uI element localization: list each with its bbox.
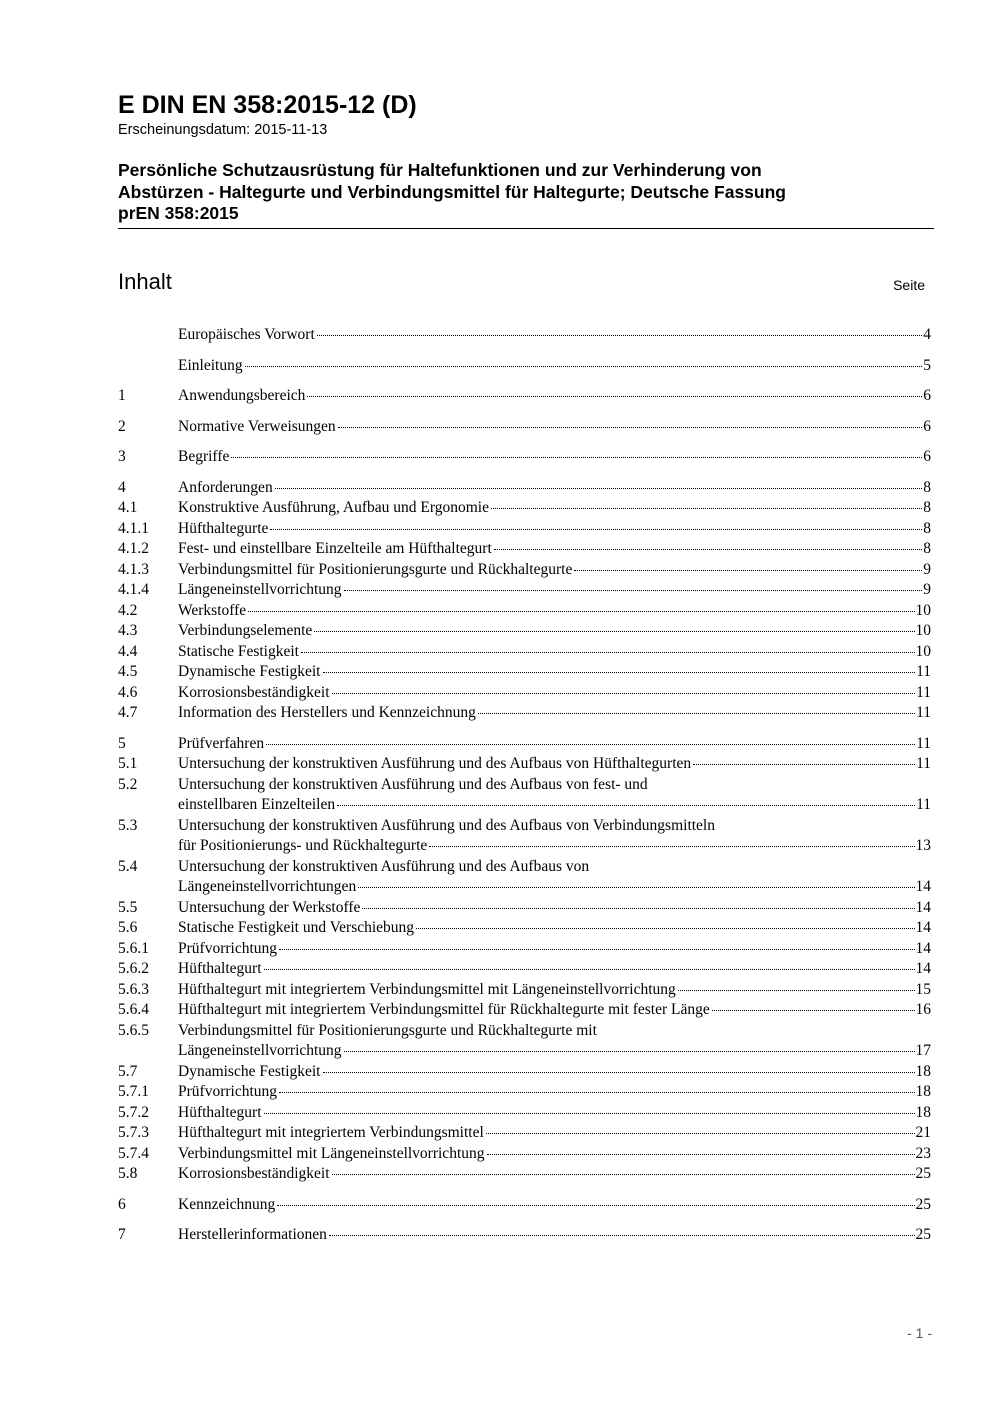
toc-entry[interactable] <box>118 478 931 499</box>
dot-leader <box>344 590 923 591</box>
toc-entry-title: Herstellerinformationen <box>178 1226 327 1243</box>
dot-leader <box>416 928 914 929</box>
dot-leader <box>264 1113 915 1114</box>
toc-entry-title: Anwendungsbereich <box>178 387 306 404</box>
toc-entry-page: 25 <box>915 1195 931 1213</box>
toc-entry[interactable] <box>118 1144 931 1165</box>
toc-entry-number: 5 <box>118 734 126 752</box>
toc-entry-page: 21 <box>915 1124 931 1141</box>
toc-entry-number: 4.1.1 <box>118 519 149 537</box>
toc-entry-title: Prüfvorrichtung <box>178 1083 278 1100</box>
dot-leader <box>337 805 915 806</box>
toc-entry-title: Dynamische Festigkeit <box>178 663 321 680</box>
table-of-contents <box>118 325 931 1246</box>
dot-leader <box>301 652 915 653</box>
toc-entry-title: für Positionierungs- und Rückhaltegurte <box>178 837 428 854</box>
dot-leader <box>270 529 922 530</box>
toc-entry-page: 17 <box>915 1042 931 1059</box>
toc-entry-title: Verbindungsmittel für Positionierungsgurte und Rückhaltegurte mit <box>178 1021 597 1039</box>
toc-entry-page: 5 <box>923 356 931 374</box>
toc-entry-number: 5.6.4 <box>118 1001 149 1018</box>
toc-entry-number: 5.7.4 <box>118 1144 149 1162</box>
toc-entry-number: 4 <box>118 478 126 496</box>
toc-entry-number: 4.5 <box>118 663 138 680</box>
toc-entry-title: Hüfthaltegurt mit integriertem Verbindungsmittel <box>178 1124 484 1141</box>
dot-leader <box>279 1092 914 1093</box>
subject-line: prEN 358:2015 <box>118 203 239 223</box>
toc-entry-title: Längeneinstellvorrichtung <box>178 1042 342 1059</box>
toc-entry-number: 4.1.2 <box>118 540 149 557</box>
toc-entry[interactable] <box>118 560 931 581</box>
toc-entry-number: 5.6.5 <box>118 1021 149 1039</box>
toc-entry-title: Werkstoffe <box>178 601 247 619</box>
toc-entry[interactable] <box>118 1062 931 1083</box>
toc-entry-number: 5.3 <box>118 816 138 834</box>
document-title: E DIN EN 358:2015-12 (D) <box>118 91 417 119</box>
toc-entry-page: 23 <box>915 1144 931 1162</box>
document-subject <box>118 160 918 225</box>
toc-entry-page: 11 <box>916 704 931 721</box>
toc-entry-title: Längeneinstellvorrichtungen <box>178 878 357 895</box>
toc-entry-number: 5.6.3 <box>118 980 149 998</box>
toc-entry[interactable] <box>118 683 931 704</box>
toc-entry-number: 6 <box>118 1195 126 1213</box>
toc-entry[interactable] <box>118 898 931 919</box>
toc-entry-title: Dynamische Festigkeit <box>178 1062 321 1080</box>
toc-entry-number: 4.1.3 <box>118 560 149 578</box>
toc-entry[interactable] <box>118 662 931 683</box>
toc-entry[interactable] <box>118 1000 931 1021</box>
toc-entry-title: Verbindungsmittel für Positionierungsgurte und Rückhaltegurte <box>178 560 573 578</box>
toc-entry-title: einstellbaren Einzelteilen <box>178 796 336 813</box>
toc-entry[interactable] <box>118 734 931 755</box>
dot-leader <box>314 631 914 632</box>
toc-entry[interactable] <box>118 939 931 960</box>
toc-entry-title: Verbindungsmittel mit Längeneinstellvorrichtung <box>178 1144 485 1162</box>
toc-entry-title: Hüfthaltegurt <box>178 1103 262 1121</box>
toc-entry-number: 4.4 <box>118 642 138 660</box>
toc-entry-number: 2 <box>118 417 126 435</box>
dot-leader <box>712 1010 915 1011</box>
toc-entry-page: 14 <box>915 898 931 916</box>
toc-entry-number: 5.6.1 <box>118 939 149 957</box>
toc-entry-title: Untersuchung der konstruktiven Ausführung und des Aufbaus von Verbindungsmitteln <box>178 816 715 834</box>
toc-entry-title: Untersuchung der Werkstoffe <box>178 898 361 916</box>
toc-entry[interactable] <box>118 1195 931 1216</box>
toc-entry[interactable] <box>118 1164 931 1185</box>
toc-entry-number: 4.2 <box>118 601 138 619</box>
dot-leader <box>323 672 916 673</box>
toc-entry-page: 6 <box>923 417 931 435</box>
toc-entry-number: 5.6 <box>118 919 138 936</box>
toc-entry[interactable] <box>118 498 931 519</box>
toc-entry[interactable] <box>118 918 931 939</box>
toc-entry-number: 5.4 <box>118 857 138 875</box>
toc-entry[interactable] <box>118 447 931 468</box>
dot-leader <box>248 611 914 612</box>
toc-entry[interactable] <box>118 775 931 816</box>
toc-entry-page: 8 <box>923 478 931 496</box>
toc-entry-page: 4 <box>923 326 931 343</box>
toc-entry[interactable] <box>118 356 931 377</box>
toc-entry-title: Statische Festigkeit und Verschiebung <box>178 919 415 936</box>
dot-leader <box>279 949 914 950</box>
dot-leader <box>678 990 915 991</box>
toc-entry-title: Anforderungen <box>178 478 273 496</box>
toc-entry-page: 10 <box>915 642 931 660</box>
toc-entry-number: 4.6 <box>118 683 138 701</box>
subject-line: Abstürzen - Haltegurte und Verbindungsmittel für Haltegurte; Deutsche Fassung <box>118 181 786 202</box>
toc-entry-title: Untersuchung der konstruktiven Ausführung und des Aufbaus von Hüfthaltegurten <box>178 755 692 772</box>
toc-entry-page: 11 <box>916 796 931 813</box>
toc-entry[interactable] <box>118 601 931 622</box>
dot-leader <box>494 549 922 550</box>
toc-entry[interactable] <box>118 1103 931 1124</box>
dot-leader <box>329 1235 915 1236</box>
toc-entry-title: Untersuchung der konstruktiven Ausführung und des Aufbaus von <box>178 857 590 875</box>
toc-entry-title: Korrosionsbeständigkeit <box>178 1165 330 1182</box>
toc-entry-number: 4.1.4 <box>118 581 149 598</box>
toc-entry-number: 4.7 <box>118 704 138 721</box>
dot-leader <box>362 908 914 909</box>
toc-entry-number: 4.3 <box>118 622 138 639</box>
toc-entry-page: 14 <box>915 960 931 977</box>
toc-entry-page: 16 <box>915 1001 931 1018</box>
toc-entry[interactable] <box>118 417 931 438</box>
toc-entry-number: 5.5 <box>118 898 138 916</box>
dot-leader <box>323 1072 915 1073</box>
toc-entry-page: 9 <box>923 581 931 598</box>
toc-entry-number: 1 <box>118 387 126 404</box>
toc-entry-title: Hüfthaltegurte <box>178 519 269 537</box>
publication-date: Erscheinungsdatum: 2015-11-13 <box>118 122 328 138</box>
toc-entry[interactable] <box>118 703 931 724</box>
toc-entry-title: Begriffe <box>178 448 230 465</box>
toc-page-column-label: Seite <box>893 277 925 293</box>
toc-entry-number: 5.7.2 <box>118 1103 149 1121</box>
toc-entry-page: 11 <box>916 683 931 701</box>
toc-entry-number: 5.7.1 <box>118 1083 149 1100</box>
dot-leader <box>478 713 915 714</box>
toc-entry[interactable] <box>118 642 931 663</box>
toc-entry-page: 10 <box>915 601 931 619</box>
dot-leader <box>486 1133 915 1134</box>
toc-entry-page: 14 <box>915 878 931 895</box>
toc-entry[interactable] <box>118 980 931 1001</box>
toc-entry-page: 6 <box>923 387 931 404</box>
dot-leader <box>338 427 923 428</box>
toc-entry-page: 25 <box>915 1165 931 1182</box>
dot-leader <box>231 457 922 458</box>
page-number: - 1 - <box>907 1325 932 1341</box>
toc-entry[interactable] <box>118 1082 931 1103</box>
toc-entry[interactable] <box>118 1123 931 1144</box>
toc-entry[interactable] <box>118 386 931 407</box>
toc-entry[interactable] <box>118 754 931 775</box>
dot-leader <box>487 1154 915 1155</box>
toc-entry-title: Hüfthaltegurt mit integriertem Verbindungsmittel für Rückhaltegurte mit fester Länge <box>178 1001 710 1018</box>
dot-leader <box>277 1205 914 1206</box>
toc-entry-page: 8 <box>923 499 931 516</box>
toc-entry-number: 5.2 <box>118 775 138 793</box>
toc-entry-number: 5.6.2 <box>118 960 149 977</box>
dot-leader <box>429 846 914 847</box>
toc-entry-page: 15 <box>915 980 931 998</box>
toc-entry-title: Längeneinstellvorrichtung <box>178 581 342 598</box>
toc-entry-title: Statische Festigkeit <box>178 642 299 660</box>
dot-leader <box>245 366 923 367</box>
toc-entry-page: 18 <box>915 1062 931 1080</box>
dot-leader <box>332 1174 915 1175</box>
dot-leader <box>307 396 922 397</box>
toc-entry-number: 5.7.3 <box>118 1124 149 1141</box>
toc-entry-page: 18 <box>915 1103 931 1121</box>
dot-leader <box>358 887 914 888</box>
toc-entry-title: Kennzeichnung <box>178 1195 276 1213</box>
dot-leader <box>266 744 915 745</box>
toc-entry-title: Hüfthaltegurt mit integriertem Verbindungsmittel mit Längeneinstellvorrichtung <box>178 980 676 998</box>
toc-heading: Inhalt <box>118 269 172 294</box>
toc-entry-page: 14 <box>915 939 931 957</box>
dot-leader <box>275 488 923 489</box>
dot-leader <box>344 1051 915 1052</box>
toc-entry-page: 8 <box>923 519 931 537</box>
toc-entry[interactable] <box>118 857 931 898</box>
toc-entry-page: 6 <box>923 448 931 465</box>
toc-entry-page: 25 <box>915 1226 931 1243</box>
toc-entry-title: Einleitung <box>178 356 243 374</box>
toc-entry-title: Verbindungselemente <box>178 622 313 639</box>
toc-entry[interactable] <box>118 816 931 857</box>
toc-entry[interactable] <box>118 325 931 346</box>
toc-entry[interactable] <box>118 1021 931 1062</box>
dot-leader <box>693 764 915 765</box>
toc-entry-number: 5.7 <box>118 1062 138 1080</box>
subject-line: Persönliche Schutzausrüstung für Haltefunktionen und zur Verhinderung von <box>118 160 762 180</box>
toc-entry-title: Prüfverfahren <box>178 734 265 752</box>
toc-entry-title: Europäisches Vorwort <box>178 326 315 343</box>
toc-entry-number: 5.1 <box>118 755 138 772</box>
toc-entry-page: 10 <box>915 622 931 639</box>
toc-entry[interactable] <box>118 1225 931 1246</box>
toc-entry-page: 11 <box>916 734 931 752</box>
toc-entry-page: 11 <box>916 755 931 772</box>
toc-entry-page: 11 <box>916 663 931 680</box>
toc-entry[interactable] <box>118 539 931 560</box>
toc-entry[interactable] <box>118 621 931 642</box>
toc-entry-page: 18 <box>915 1083 931 1100</box>
dot-leader <box>264 969 915 970</box>
toc-entry-number: 5.8 <box>118 1165 138 1182</box>
toc-entry-title: Konstruktive Ausführung, Aufbau und Ergonomie <box>178 499 489 516</box>
toc-entry-title: Fest- und einstellbare Einzelteile am Hüfthaltegurt <box>178 540 492 557</box>
toc-entry-number: 4.1 <box>118 499 138 516</box>
toc-entry-title: Prüfvorrichtung <box>178 939 278 957</box>
toc-entry-number: 3 <box>118 448 126 465</box>
dot-leader <box>491 508 922 509</box>
toc-entry-title: Hüfthaltegurt <box>178 960 262 977</box>
toc-entry-page: 13 <box>915 837 931 854</box>
toc-entry-title: Untersuchung der konstruktiven Ausführung und des Aufbaus von fest- und <box>178 775 648 793</box>
dot-leader <box>317 335 922 336</box>
dot-leader <box>574 570 922 571</box>
toc-entry-page: 14 <box>915 919 931 936</box>
toc-entry-page: 8 <box>923 540 931 557</box>
toc-entry-number: 7 <box>118 1226 126 1243</box>
toc-entry-title: Korrosionsbeständigkeit <box>178 683 330 701</box>
dot-leader <box>332 693 916 694</box>
toc-entry-page: 9 <box>923 560 931 578</box>
toc-entry[interactable] <box>118 959 931 980</box>
title-divider <box>118 228 934 229</box>
toc-entry-title: Information des Herstellers und Kennzeichnung <box>178 704 476 721</box>
toc-entry-title: Normative Verweisungen <box>178 417 336 435</box>
toc-entry[interactable] <box>118 519 931 540</box>
toc-entry[interactable] <box>118 580 931 601</box>
